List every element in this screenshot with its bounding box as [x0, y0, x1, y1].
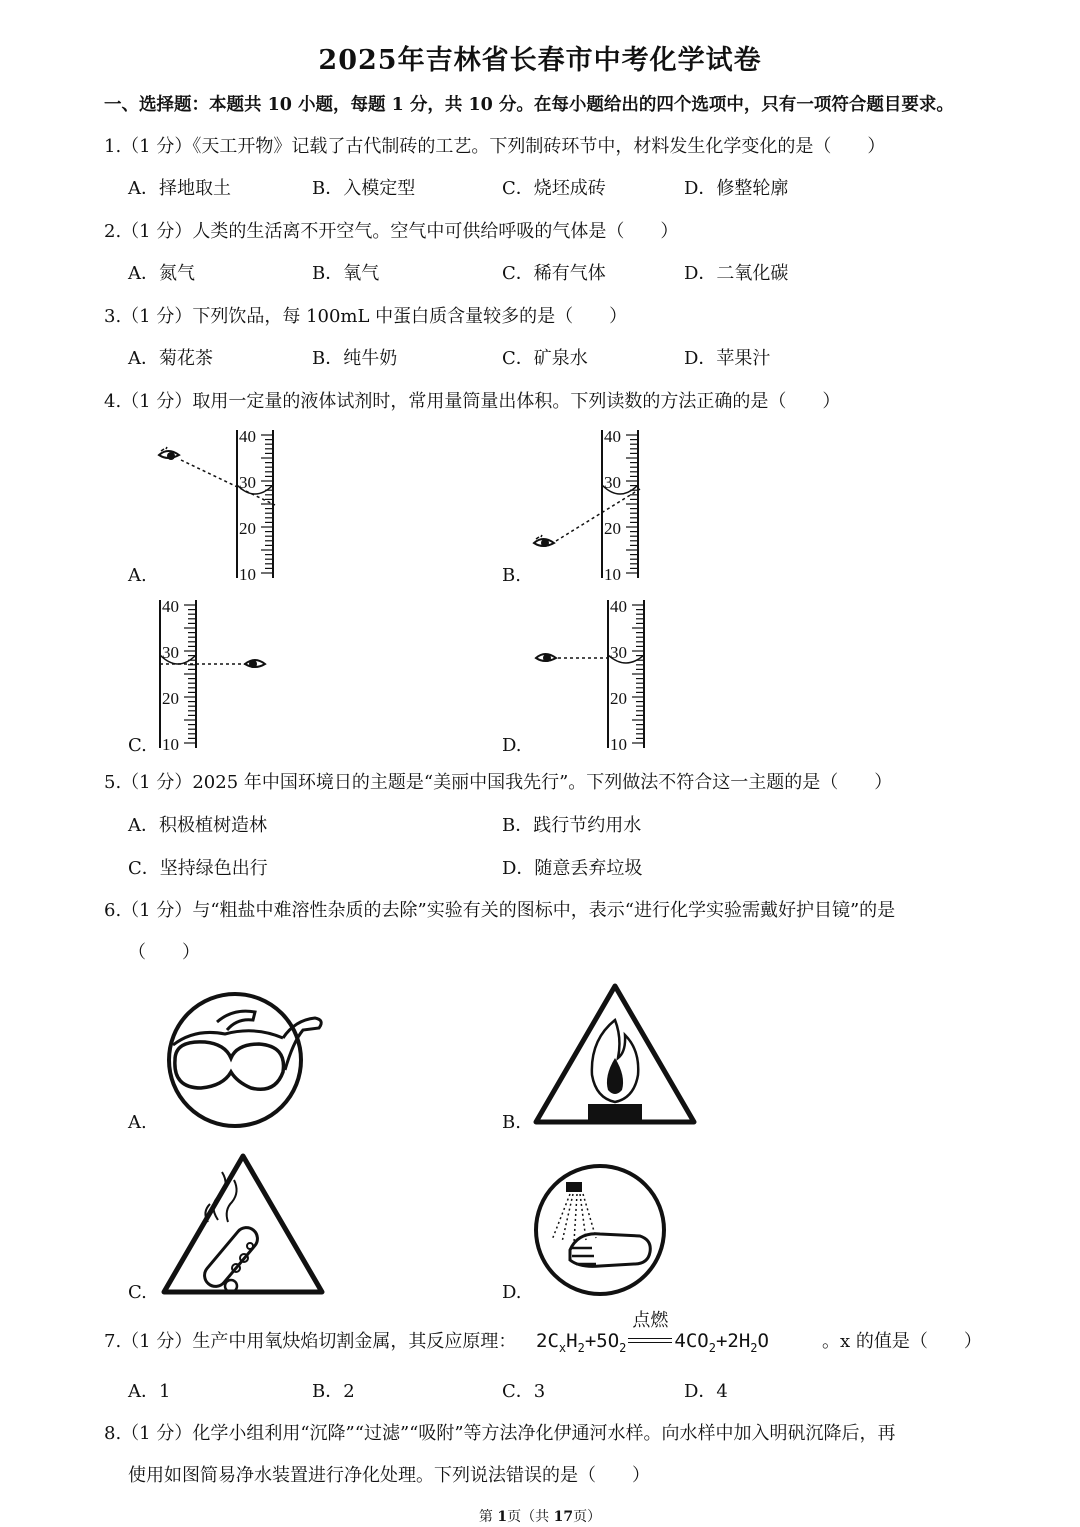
section-heading: 一、选择题：本题共 10 小题，每题 1 分，共 10 分。在每小题给出的四个选项中，只有一项符合题目要求。 [104, 95, 954, 115]
svg-text:20: 20 [162, 689, 179, 708]
question-6-stem: 6.（1 分）与“粗盐中难溶性杂质的去除”实验有关的图标中，表示“进行化学实验需戴好护目镜”的是 [104, 900, 896, 921]
page-total: 17 [553, 1509, 574, 1525]
question-7-stem-tail: 。x 的值是（ ） [822, 1331, 982, 1352]
svg-text:10: 10 [239, 565, 256, 584]
q1-option-b[interactable]: B．入模定型 [312, 178, 416, 199]
q2-option-d[interactable]: D．二氧化碳 [684, 263, 789, 284]
q6-option-c-label[interactable]: C. [128, 1282, 147, 1303]
q5-option-c[interactable]: C．坚持绿色出行 [128, 858, 268, 879]
q2-option-a[interactable]: A．氮气 [128, 263, 195, 284]
q6-option-d-label[interactable]: D. [502, 1282, 522, 1303]
eye-icon [159, 447, 179, 460]
q4-option-d-label[interactable]: D. [502, 735, 522, 756]
question-1-stem: 1.（1 分）《天工开物》记载了古代制砖的工艺。下列制砖环节中，材料发生化学变化的是（ ） [104, 136, 886, 157]
q4-option-b-label[interactable]: B. [502, 565, 521, 586]
svg-text:20: 20 [610, 689, 627, 708]
svg-text:20: 20 [239, 519, 256, 538]
svg-text:40: 40 [239, 427, 256, 446]
question-8-stem: 8.（1 分）化学小组利用“沉降”“过滤”“吸附”等方法净化伊通河水样。向水样中加入明矾沉降后，再 [104, 1423, 896, 1444]
q4-cylinder-c-figure [155, 595, 285, 755]
svg-text:30: 30 [604, 473, 621, 492]
eye-icon [536, 654, 556, 662]
svg-text:40: 40 [162, 597, 179, 616]
test-tube-warning-icon [158, 1150, 328, 1300]
q2-option-c[interactable]: C．稀有气体 [502, 263, 606, 284]
svg-text:30: 30 [239, 473, 256, 492]
goggles-icon [155, 990, 330, 1132]
svg-text:10: 10 [162, 735, 179, 754]
question-2-stem: 2.（1 分）人类的生活离不开空气。空气中可供给呼吸的气体是（ ） [104, 221, 679, 242]
hand-washing-icon [530, 1160, 670, 1300]
q1-option-a[interactable]: A．择地取土 [128, 178, 231, 199]
q3-option-b[interactable]: B．纯牛奶 [312, 348, 398, 369]
svg-text:20: 20 [604, 519, 621, 538]
question-8-stem-cont: 使用如图简易净水装置进行净化处理。下列说法错误的是（ ） [128, 1465, 650, 1486]
q4-cylinder-a-figure [155, 425, 285, 585]
q4-option-a-label[interactable]: A. [128, 565, 147, 586]
exam-title: 2025年吉林省长春市中考化学试卷 [318, 45, 762, 76]
page-footer: 第 1页（共 17页） [478, 1509, 602, 1525]
q3-option-d[interactable]: D．苹果汁 [684, 348, 771, 369]
question-5-stem: 5.（1 分）2025 年中国环境日的主题是“美丽中国我先行”。下列做法不符合这一主题的是（ ） [104, 772, 893, 793]
q7-option-d[interactable]: D．4 [684, 1381, 728, 1402]
flame-warning-icon [530, 980, 700, 1130]
q5-option-d[interactable]: D．随意丢弃垃圾 [502, 858, 643, 879]
svg-text:30: 30 [610, 643, 627, 662]
q1-option-d[interactable]: D．修整轮廓 [684, 178, 789, 199]
q5-option-b[interactable]: B．践行节约用水 [502, 815, 642, 836]
q7-option-a[interactable]: A．1 [128, 1381, 171, 1402]
reaction-equation: $2C_xH_2+5O_2$ 点燃 $4CO_2+2H_2O$ [536, 1310, 769, 1355]
q4-option-c-label[interactable]: C. [128, 735, 147, 756]
svg-text:40: 40 [610, 597, 627, 616]
q3-option-a[interactable]: A．菊花茶 [128, 348, 213, 369]
q5-option-a[interactable]: A．积极植树造林 [128, 815, 267, 836]
question-3-stem: 3.（1 分）下列饮品，每 100mL 中蛋白质含量较多的是（ ） [104, 306, 628, 327]
q4-cylinder-d-figure [530, 595, 660, 755]
eye-icon [534, 535, 554, 547]
q2-option-b[interactable]: B．氧气 [312, 263, 380, 284]
question-7-stem: 7.（1 分）生产中用氧炔焰切割金属，其反应原理： [104, 1331, 517, 1352]
question-6-stem-cont: （ ） [128, 942, 200, 963]
svg-text:40: 40 [604, 427, 621, 446]
q6-option-a-label[interactable]: A. [128, 1112, 147, 1133]
q7-option-c[interactable]: C．3 [502, 1381, 546, 1402]
svg-text:10: 10 [604, 565, 621, 584]
page-number: 1 [497, 1509, 508, 1525]
svg-text:10: 10 [610, 735, 627, 754]
svg-text:30: 30 [162, 643, 179, 662]
q6-option-b-label[interactable]: B. [502, 1112, 521, 1133]
q1-option-c[interactable]: C．烧坯成砖 [502, 178, 606, 199]
question-4-stem: 4.（1 分）取用一定量的液体试剂时，常用量筒量出体积。下列读数的方法正确的是（ ） [104, 391, 841, 412]
eye-icon [245, 660, 265, 668]
q3-option-c[interactable]: C．矿泉水 [502, 348, 588, 369]
q4-cylinder-b-figure [530, 425, 660, 585]
q7-option-b[interactable]: B．2 [312, 1381, 355, 1402]
